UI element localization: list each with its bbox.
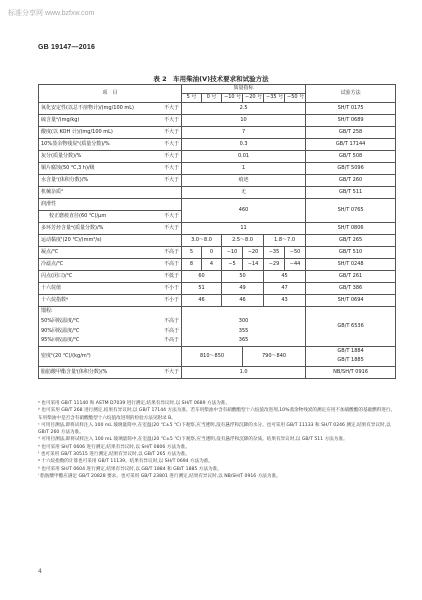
page-number: 4	[38, 568, 42, 575]
row-value: −14	[243, 259, 264, 271]
footnote-a: ᵃ 也可采用 GB/T 11140 和 ASTM D7039 进行测定,结果有异议时,以 SH/T 0689 方法为准。	[38, 401, 230, 406]
row-label: 润滑性	[39, 199, 152, 211]
row-label: 闪点(闭口)/℃	[39, 271, 152, 283]
grade-m35: −35 号	[264, 94, 285, 103]
row-value: 1	[182, 163, 306, 175]
table-row	[39, 367, 396, 379]
row-method: GB/T 261	[306, 271, 396, 283]
row-method: SH/T 0175	[306, 103, 396, 115]
row-value: 3.0～8.0	[182, 235, 222, 247]
row-label: 10%蒸余物残炭ᵇ(质量分数)/%	[39, 139, 152, 151]
row-value: −5	[222, 259, 243, 271]
row-value: 355	[182, 327, 306, 337]
row-condition: 不大于	[152, 127, 182, 139]
row-method: GB/T 258	[306, 127, 396, 139]
row-value: −29	[264, 259, 285, 271]
row-condition: 不高于	[152, 317, 182, 327]
row-value: 300	[182, 317, 306, 327]
row-condition: 不低于	[152, 271, 182, 283]
row-value: 痕迹	[182, 175, 306, 187]
table-row	[39, 283, 396, 295]
row-method: GB/T 17144	[306, 139, 396, 151]
row-label: 酸度(以 KOH 计)/(mg/100 mL)	[39, 127, 152, 139]
footnote-f: ᶠ 也可采用 GB/T 30515 进行测定,结果有异议时,以 GB/T 265 方法为准。	[38, 452, 190, 458]
row-condition: 不大于	[152, 103, 182, 115]
row-value: 60	[182, 271, 222, 283]
row-label: 凝点/℃	[39, 247, 152, 259]
row-method: GB/T 1885	[306, 357, 396, 367]
row-condition: 不大于	[152, 175, 182, 187]
row-value	[182, 307, 306, 317]
row-sublabel: 90%回收温度/℃	[39, 327, 152, 337]
row-value: 46	[222, 295, 264, 307]
row-label: 冷滤点/℃	[39, 259, 152, 271]
watermark: 标准分享网 www.bzfxw.com	[8, 10, 95, 17]
row-condition: 不大于	[152, 139, 182, 151]
row-label: 氧化安定性(以总不溶物计)/(mg/100 mL)	[39, 103, 152, 115]
row-condition	[152, 187, 182, 199]
row-sublabel: 50%回收温度/℃	[39, 317, 152, 327]
row-condition: 不高于	[152, 327, 182, 337]
row-method: SH/T 0689	[306, 115, 396, 127]
row-label: 运动黏度ᶠ(20 ℃)/(mm²/s)	[39, 235, 182, 247]
row-label: 水含量ᶜ(体积分数)/%	[39, 175, 152, 187]
row-value: 0.3	[182, 139, 306, 151]
row-condition	[152, 199, 182, 211]
row-value: 10	[182, 115, 306, 127]
row-label: 馏程:	[39, 307, 152, 317]
row-label: 铜片腐蚀(50 ℃,3 h)/级	[39, 163, 152, 175]
footnote-e: ᵉ 也可采用 SH/T 0606 进行测定,结果有异议时,以 SH/T 0806 方法为准。	[38, 444, 190, 450]
row-condition: 不大于	[152, 211, 182, 223]
footnote-h: ʰ 也可采用 SH/T 0604 进行测定,结果有异议时,以 GB/T 1884 和 GB/T 1885 方法为准。	[38, 466, 222, 472]
row-method: GB/T 260	[306, 175, 396, 187]
table-row	[39, 347, 396, 357]
row-value: 365	[182, 337, 306, 347]
header-method: 试验方法	[306, 85, 396, 103]
footnote-c: ᶜ 可用目测法,即将试样注入 100 mL 玻璃量筒中,在室温(20 ℃±5 ℃)下观察,应当透明,没有悬浮和沉降的水分。也可采用 GB/T 11133 和 SH/T 0246 测定,结果有异议时,以 GB/T 260 方法为准。	[38, 422, 391, 436]
table-row	[39, 151, 396, 163]
row-method: GB/T 386	[306, 283, 396, 295]
row-label: 十六烷指数ᵍ	[39, 295, 152, 307]
row-value: −10	[222, 247, 243, 259]
table-row	[39, 115, 396, 127]
row-value: 43	[264, 295, 306, 307]
table-row	[39, 247, 396, 259]
row-value: −44	[285, 259, 306, 271]
row-value: 810～850	[182, 347, 243, 367]
footnote-i: ⁱ 脂肪酸甲酯应满足 GB/T 20828 要求。也可采用 GB/T 23801 进行测定,结果有异议时,以 NB/SH/T 0916 方法为准。	[38, 473, 281, 479]
row-value: −35	[264, 247, 285, 259]
table-row	[39, 163, 396, 175]
row-condition: 不大于	[152, 115, 182, 127]
row-value: 1.0	[182, 367, 306, 379]
row-label: 硫含量ᵃ/(mg/kg)	[39, 115, 152, 127]
grade-5: 5 号	[182, 94, 202, 103]
row-condition: 不大于	[152, 151, 182, 163]
row-method: GB/T 6536	[306, 307, 396, 347]
row-condition: 不小于	[152, 283, 182, 295]
table-row	[39, 199, 396, 211]
row-value: 47	[264, 283, 306, 295]
row-label: 灰分(质量分数)/%	[39, 151, 152, 163]
row-value: −50	[285, 247, 306, 259]
row-value: 1.8～7.0	[264, 235, 306, 247]
row-value: 2.5～8.0	[222, 235, 264, 247]
row-value: 0	[202, 247, 222, 259]
footnote-g: ᵍ 十六烷指数的计算也可采用 GB/T 11139。结果有异议时,以 SH/T 0694 方法为准。	[38, 459, 214, 465]
row-value: −20	[243, 247, 264, 259]
row-label: 机械杂质ᵈ	[39, 187, 152, 199]
row-value: 460	[182, 199, 306, 223]
row-method: GB/T 265	[306, 235, 396, 247]
row-value: 5	[182, 247, 202, 259]
standard-number: GB 19147—2016	[38, 44, 96, 51]
row-value: 51	[182, 283, 222, 295]
row-value: 45	[264, 271, 306, 283]
row-method: GB/T 511	[306, 187, 396, 199]
footnote-d: ᵈ 可用目测法,即将试样注入 100 mL 玻璃量筒中,在室温(20 ℃±5 ℃)下观察,应当透明,没有悬浮和沉降的杂质。结果有异议时,以 GB/T 511 方法为准。	[38, 437, 348, 443]
row-condition: 不大于	[152, 163, 182, 175]
row-value: 790～840	[243, 347, 306, 367]
row-method: SH/T 0765	[306, 199, 396, 223]
table-row	[39, 235, 396, 247]
row-value: 0.01	[182, 151, 306, 163]
table-row	[39, 295, 396, 307]
row-method: NB/SH/T 0916	[306, 367, 396, 379]
row-label: 多环芳烃含量ᵉ(质量分数)/%	[39, 223, 152, 235]
row-label: 十六烷值	[39, 283, 152, 295]
row-condition: 不小于	[152, 295, 182, 307]
table-row	[39, 187, 396, 199]
table-footnotes	[38, 400, 396, 480]
row-value: 无	[182, 187, 306, 199]
table-row	[39, 127, 396, 139]
row-condition: 不高于	[152, 259, 182, 271]
table-caption: 表 2 车用柴油(Ⅴ)技术要求和试验方法	[153, 75, 269, 83]
table-row	[39, 103, 396, 115]
row-method: GB/T 5096	[306, 163, 396, 175]
row-label: 脂肪酸甲酯含量ⁱ(体积分数)/%	[39, 367, 152, 379]
row-method: SH/T 0694	[306, 295, 396, 307]
row-label: 密度ʰ(20 ℃)/(kg/m³)	[39, 347, 182, 367]
row-method: GB/T 1884	[306, 347, 396, 357]
row-value: 46	[182, 295, 222, 307]
row-method: GB/T 510	[306, 247, 396, 259]
footnote-b: ᵇ 也可采用 GB/T 268 进行测定,结果有异议时,以 GB/T 17144 方法为准。若车用柴油中含有硝酸酯型十六烷值改进剂,10%蒸余物残炭的测定应用不加硝酸酯的基础燃料进行。车用柴油中是否含有硝酸酯型十六烷值改进剂的检验方法见附录 B。	[38, 408, 396, 421]
row-method: SH/T 0248	[306, 259, 396, 271]
row-value: 8	[182, 259, 202, 271]
row-condition: 不高于	[152, 247, 182, 259]
table-row	[39, 223, 396, 235]
row-condition: 不大于	[152, 367, 182, 379]
row-method: SH/T 0806	[306, 223, 396, 235]
row-value: 2.5	[182, 103, 306, 115]
table-row	[39, 139, 396, 151]
row-value: 4	[202, 259, 222, 271]
grade-m20: −20 号	[243, 94, 264, 103]
grade-m10: −10 号	[222, 94, 243, 103]
grade-m50: −50 号	[285, 94, 306, 103]
row-value: 49	[222, 283, 264, 295]
row-value: 11	[182, 223, 306, 235]
row-sublabel: 校正磨痕直径(60 ℃)/μm	[39, 211, 152, 223]
spec-table	[38, 84, 396, 379]
grade-0: 0 号	[202, 94, 222, 103]
table-row	[39, 259, 396, 271]
row-condition	[152, 307, 182, 317]
header-quality: 质量指标	[182, 85, 306, 94]
row-condition: 不高于	[152, 337, 182, 347]
row-value: 7	[182, 127, 306, 139]
table-row	[39, 271, 396, 283]
table-row	[39, 175, 396, 187]
table-row	[39, 307, 396, 317]
row-value: 50	[222, 271, 264, 283]
header-row	[39, 85, 396, 94]
header-item: 项 目	[39, 85, 182, 103]
row-sublabel: 95%回收温度/℃	[39, 337, 152, 347]
row-method: GB/T 508	[306, 151, 396, 163]
row-condition: 不大于	[152, 223, 182, 235]
